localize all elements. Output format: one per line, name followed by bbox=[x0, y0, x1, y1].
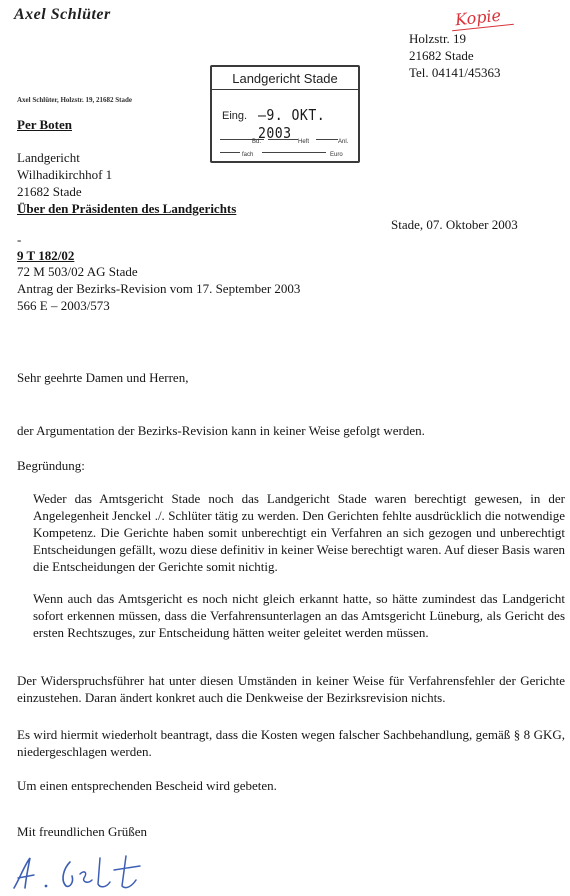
salutation: Sehr geehrte Damen und Herren, bbox=[17, 370, 189, 385]
stamp-date: —9. OKT. 2003 bbox=[258, 106, 326, 142]
recipient-line-1: Landgericht bbox=[17, 150, 80, 165]
sender-city: 21682 Stade bbox=[409, 48, 474, 63]
sender-name: Axel Schlüter bbox=[14, 6, 111, 23]
stamp-field-heft: Heft bbox=[298, 139, 310, 145]
paragraph-objector: Der Widerspruchsführer hat unter diesen Umständen in keiner Weise für Verfahrensfehler der Gerichte einzustehen. Daran ändert konkret auch die Denkweise der Bezirksrevision nichts. bbox=[17, 673, 565, 705]
copy-mark: Kopie bbox=[454, 5, 502, 30]
begruendung-label: Begründung: bbox=[17, 458, 85, 473]
stamp-field-euro: Euro bbox=[330, 152, 343, 158]
stamp-field-anl: Anl. bbox=[338, 139, 349, 145]
paragraph-lueneburg: Wenn auch das Amtsgericht es noch nicht gleich erkannt hatte, so hätte zumindest das Landgericht sofort erkennen müssen, dass die Verfahrensunterlagen an das Amtsgericht Lüneburg, als Gericht des ersten Rechtszuges, zur Entscheidung hätten weiter geleitet werden müssen. bbox=[33, 591, 565, 640]
recipient-line-3: 21682 Stade bbox=[17, 184, 82, 199]
recipient-line-2: Wilhadikirchhof 1 bbox=[17, 167, 113, 182]
stamp-eing-label: Eing. bbox=[222, 110, 248, 122]
stamp-field-fach: fach bbox=[242, 152, 254, 158]
stamp-divider bbox=[212, 89, 358, 90]
paragraph-request: Es wird hiermit wiederholt beantragt, dass die Kosten wegen falscher Sachbehandlung, gemäß § 8 GKG, niedergeschlagen werden. bbox=[17, 727, 565, 759]
stamp-title: Landgericht Stade bbox=[232, 71, 338, 86]
reference-line-3: 566 E – 2003/573 bbox=[17, 298, 110, 313]
return-address: Axel Schlüter, Holzstr. 19, 21682 Stade bbox=[17, 96, 132, 104]
delivery-method: Per Boten bbox=[17, 117, 72, 132]
case-number: 9 T 182/02 bbox=[17, 248, 75, 263]
recipient-via: Über den Präsidenten des Landgerichts bbox=[17, 201, 237, 216]
intro-sentence: der Argumentation der Bezirks-Revision kann in keiner Weise gefolgt werden. bbox=[17, 423, 425, 438]
receipt-stamp bbox=[210, 65, 360, 163]
sender-street: Holzstr. 19 bbox=[409, 31, 467, 46]
handwritten-signature bbox=[8, 848, 168, 894]
reference-line-2: Antrag der Bezirks-Revision vom 17. September 2003 bbox=[17, 281, 301, 296]
stamp-field-bd: Bd. bbox=[252, 139, 262, 145]
reference-dash: - bbox=[17, 232, 22, 247]
letter-date: Stade, 07. Oktober 2003 bbox=[391, 217, 518, 232]
closing: Mit freundlichen Grüßen bbox=[17, 824, 147, 839]
sender-phone: Tel. 04141/45363 bbox=[409, 65, 501, 80]
reference-line-1: 72 M 503/02 AG Stade bbox=[17, 264, 138, 279]
paragraph-competence: Weder das Amtsgericht Stade noch das Landgericht Stade waren berechtigt gewesen, in der Angelegenheit Jenckel ./. Schlüter tätig zu werden. Den Gerichten fehlte ausdrücklich die notwendige Kompetenz. Die Gerichte haben somit unberechtigt ein Verfahren an sich gezogen und unberechtigt Entscheidungen gefällt, wozu diese definitiv in keiner Weise berechtigt waren. Auf dieser Basis waren die Entscheidungen der Gerichte somit nichtig. bbox=[33, 491, 565, 574]
paragraph-decision: Um einen entsprechenden Bescheid wird gebeten. bbox=[17, 778, 277, 793]
